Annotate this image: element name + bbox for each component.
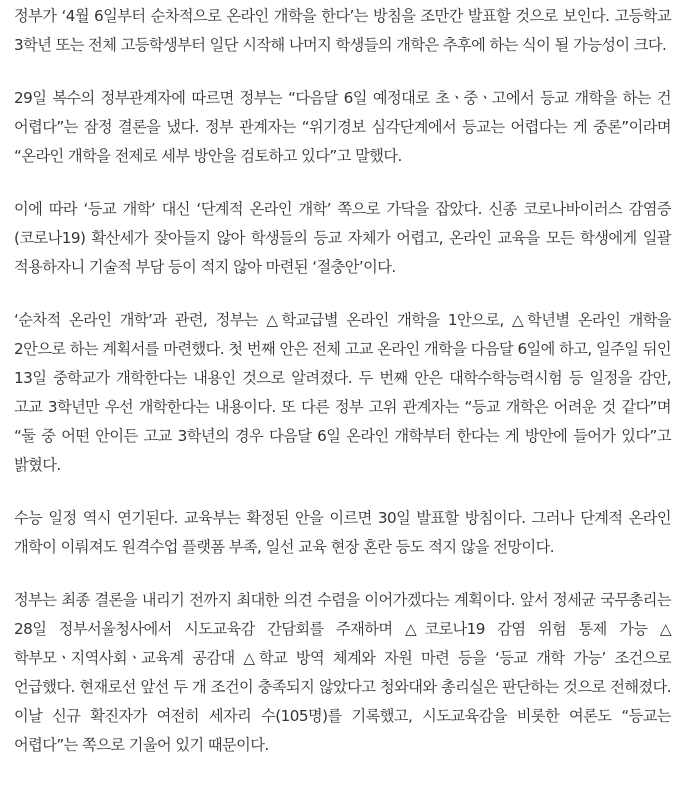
article-paragraph-2: 29일 복수의 정부관계자에 따르면 정부는 “다음달 6일 예정대로 초ㆍ중ㆍ고에서 등교 개학을 하는 건 어렵다”는 잠정 결론을 냈다. 정부 관계자는 “위기경보 심각단계에서 등교는 어렵다는 게 중론”이라며 “온라인 개학을 전제로 세부 방안을 검토하고 있다”고 말했다. bbox=[14, 89, 671, 165]
article-paragraph-6: 정부는 최종 결론을 내리기 전까지 최대한 의견 수렴을 이어가겠다는 계획이다. 앞서 정세균 국무총리는 28일 정부서울청사에서 시도교육감 간담회를 주재하며 △코로나19 감염 위험 통제 가능 △학부모ㆍ지역사회ㆍ교육계 공감대 △학교 방역 체계와 자원 마련 등을 ‘등교 개학 가능’ 조건으로 언급했다. 현재로선 앞선 두 개 조건이 충족되지 않았다고 청와대와 총리실은 판단하는 것으로 전해졌다. 이날 신규 확진자가 여전히 세자리 수(105명)를 기록했고, 시도교육감을 비롯한 여론도 “등교는 어렵다”는 쪽으로 기울어 있기 때문이다. bbox=[14, 591, 671, 754]
article-paragraph-5: 수능 일정 역시 연기된다. 교육부는 확정된 안을 이르면 30일 발표할 방침이다. 그러나 단계적 온라인 개학이 이뤄져도 원격수업 플랫폼 부족, 일선 교육 현장 혼란 등도 적지 않을 전망이다. bbox=[14, 509, 671, 556]
article-paragraph-3: 이에 따라 ‘등교 개학’ 대신 ‘단계적 온라인 개학’ 쪽으로 가닥을 잡았다. 신종 코로나바이러스 감염증(코로나19) 확산세가 잦아들지 않아 학생들의 등교 자체가 어렵고, 온라인 교육을 모든 학생에게 일괄 적용하자니 기술적 부담 등이 적지 않아 마련된 ‘절충안’이다. bbox=[14, 200, 671, 276]
article-paragraph-4: ‘순차적 온라인 개학’과 관련, 정부는 △학교급별 온라인 개학을 1안으로, △학년별 온라인 개학을 2안으로 하는 계획서를 마련했다. 첫 번째 안은 전체 고교 온라인 개학을 다음달 6일에 하고, 일주일 뒤인 13일 중학교가 개학한다는 내용인 것으로 알려졌다. 두 번째 안은 대학수학능력시험 등 일정을 감안, 고교 3학년만 우선 개학한다는 내용이다. 또 다른 정부 고위 관계자는 “등교 개학은 어려운 것 같다”며 “둘 중 어떤 안이든 고교 3학년의 경우 다음달 6일 온라인 개학부터 한다는 게 방안에 들어가 있다”고 밝혔다. bbox=[14, 311, 671, 474]
article-paragraph-1: 정부가 ‘4월 6일부터 순차적으로 온라인 개학을 한다’는 방침을 조만간 발표할 것으로 보인다. 고등학교 3학년 또는 전체 고등학생부터 일단 시작해 나머지 학생들의 개학은 추후에 하는 식이 될 가능성이 크다. bbox=[14, 7, 671, 54]
